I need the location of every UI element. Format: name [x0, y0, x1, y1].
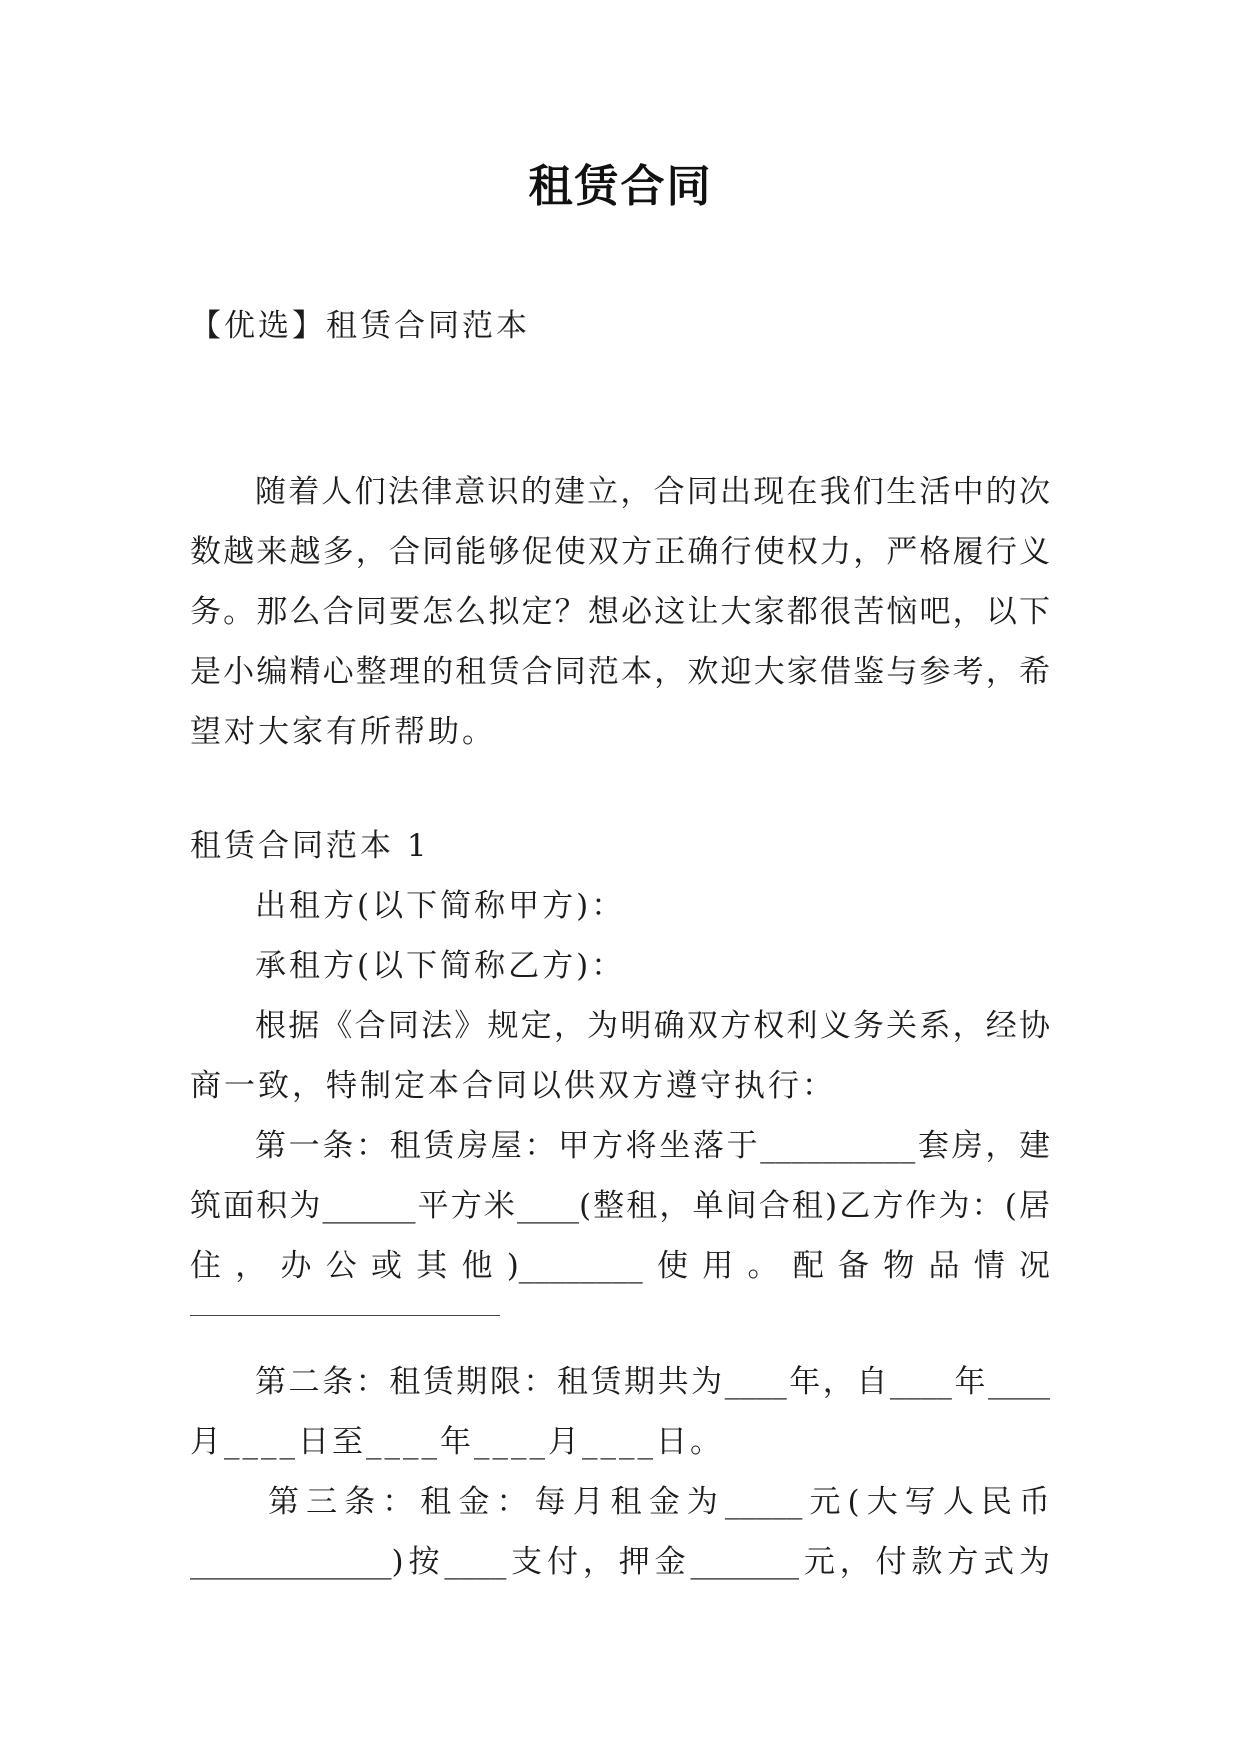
article1-line-2: 筑面积为______平方米____(整租，单间合租)乙方作为：(居: [190, 1188, 1050, 1224]
lessee-line: 承租方(以下简称乙方)：: [255, 948, 626, 984]
lessor-line: 出租方(以下简称甲方)：: [255, 888, 626, 924]
article3-line-1: 第三条：租金：每月租金为_____元(大写人民币: [268, 1484, 1050, 1520]
document-subtitle: 【优选】租赁合同范本: [190, 308, 530, 344]
preamble-line-2: 商一致，特制定本合同以供双方遵守执行：: [190, 1068, 836, 1104]
article2-line-2: 月____日至____年____月____日。: [190, 1424, 724, 1460]
sample-heading: 租赁合同范本 1: [190, 828, 430, 864]
article3-line-2: _____________)按____支付，押金_______元，付款方式为: [190, 1544, 1050, 1580]
intro-line-2: 数越来越多，合同能够促使双方正确行使权力，严格履行义: [190, 534, 1050, 570]
document-title: 租赁合同: [528, 161, 713, 212]
article2-line-1: 第二条：租赁期限：租赁期共为____年，自____年____: [255, 1364, 1050, 1400]
article1-line-3: 住，办公或其他)________使用。配备物品情况: [190, 1248, 1050, 1284]
blank-fill-line: [190, 1315, 500, 1316]
intro-line-4: 是小编精心整理的租赁合同范本，欢迎大家借鉴与参考，希: [190, 654, 1050, 690]
intro-line-3: 务。那么合同要怎么拟定？想必这让大家都很苦恼吧，以下: [190, 594, 1050, 630]
preamble-line-1: 根据《合同法》规定，为明确双方权利义务关系，经协: [255, 1008, 1050, 1044]
article1-line-1: 第一条：租赁房屋：甲方将坐落于__________套房，建: [255, 1128, 1050, 1164]
intro-line-5: 望对大家有所帮助。: [190, 714, 496, 750]
intro-line-1: 随着人们法律意识的建立，合同出现在我们生活中的次: [255, 474, 1050, 510]
